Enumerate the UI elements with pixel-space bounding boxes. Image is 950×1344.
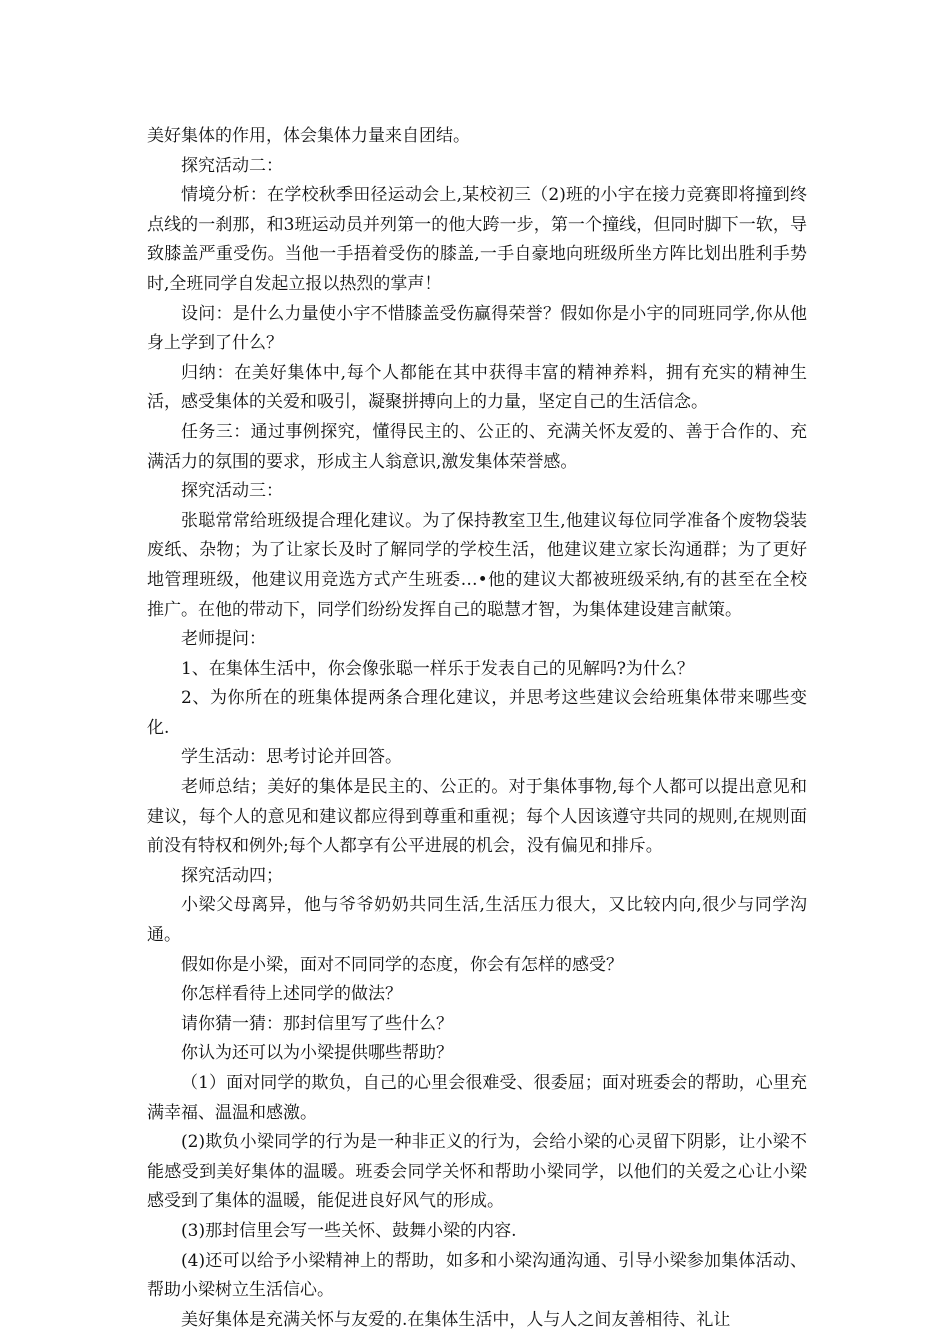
paragraph-closing: 美好集体是充满关怀与友爱的.在集体生活中，人与人之间友善相待、礼让 [181, 1309, 731, 1330]
heading-teacher-question: 老师提问： [181, 629, 266, 650]
paragraph-answer-four: (4)还可以给予小梁精神上的帮助，如多和小梁沟通沟通、引导小梁参加集体活动、帮助小梁树立生活信心。 [147, 1250, 807, 1301]
heading-activity-three: 探究活动三： [181, 481, 283, 502]
paragraph-question-two: 2、为你所在的班集体提两条合理化建议，并思考这些建议会给班集体带来哪些变化. [147, 688, 807, 738]
paragraph-continuation: 美好集体的作用，体会集体力量来自团结。 [147, 126, 470, 146]
heading-activity-four: 探究活动四； [181, 865, 283, 886]
paragraph-question: 设问：是什么力量使小宇不惜膝盖受伤赢得荣誉？假如你是小宇的同班同学,你从他身上学到了什么？ [147, 303, 807, 354]
paragraph-question-one: 1、在集体生活中，你会像张聪一样乐于发表自己的见解吗?为什么？ [181, 658, 694, 679]
paragraph-xiao-liang-story: 小梁父母离异，他与爷爷奶奶共同生活,生活压力很大，又比较内向,很少与同学沟通。 [147, 895, 807, 946]
heading-activity-two: 探究活动二： [181, 155, 283, 176]
paragraph-summary: 归纳：在美好集体中,每个人都能在其中获得丰富的精神养料，拥有充实的精神生活，感受集体的关爱和吸引，凝聚拼搏向上的力量，坚定自己的生活信念。 [147, 362, 807, 413]
paragraph-answer-one: （1）面对同学的欺负，自己的心里会很难受、很委屈；面对班委会的帮助，心里充满幸福、温温和感激。 [147, 1073, 807, 1123]
paragraph-task-three: 任务三：通过事例探究，懂得民主的、公正的、充满关怀友爱的、善于合作的、充满活力的氛围的要求，形成主人翁意识,激发集体荣誉感。 [147, 421, 807, 472]
paragraph-prompt-view: 你怎样看待上述同学的做法？ [181, 984, 402, 1005]
paragraph-prompt-help: 你认为还可以为小梁提供哪些帮助？ [181, 1043, 453, 1064]
paragraph-prompt-letter: 请你猜一猜：那封信里写了些什么？ [181, 1013, 453, 1034]
paragraph-answer-three: (3)那封信里会写一些关怀、鼓舞小梁的内容. [181, 1220, 517, 1241]
paragraph-prompt-feeling: 假如你是小梁，面对不同同学的态度，你会有怎样的感受？ [181, 954, 623, 975]
paragraph-scenario-analysis: 情境分析：在学校秋季田径运动会上,某校初三（2)班的小宇在接力竞赛即将撞到终点线的一刹那，和3班运动员并列第一的他大跨一步，第一个撞线，但同时脚下一软，导致膝盖严重受伤。当他一手捂着受伤的膝盖,一手自豪地向班级所坐方阵比划出胜利手势时,全班同学自发起立报以热烈的掌声！ [147, 185, 807, 294]
paragraph-teacher-summary: 老师总结；美好的集体是民主的、公正的。对于集体事物,每个人都可以提出意见和建议，每个人的意见和建议都应得到尊重和重视；每个人因该遵守共同的规则,在规则面前没有特权和例外;每个人都享有公平进展的机会，没有偏见和排斥。 [147, 777, 807, 857]
paragraph-student-activity: 学生活动：思考讨论并回答。 [181, 747, 402, 768]
document-body [147, 122, 807, 1335]
paragraph-answer-two: (2)欺负小梁同学的行为是一种非正义的行为，会给小梁的心灵留下阴影，让小梁不能感受到美好集体的温暖。班委会同学关怀和帮助小梁同学，以他们的关爱之心让小梁感受到了集体的温暖，能促进良好风气的形成。 [147, 1132, 807, 1212]
paragraph-zhang-cong-story: 张聪常常给班级提合理化建议。为了保持教室卫生,他建议每位同学准备个废物袋装废纸、杂物；为了让家长及时了解同学的学校生活，他建议建立家长沟通群；为了更好地管理班级，他建议用竞选方式产生班委…•他的建议大都被班级采纳,有的甚至在全校推广。在他的带动下，同学们纷纷发挥自己的聪慧才智，为集体建设建言献策。 [147, 510, 807, 620]
